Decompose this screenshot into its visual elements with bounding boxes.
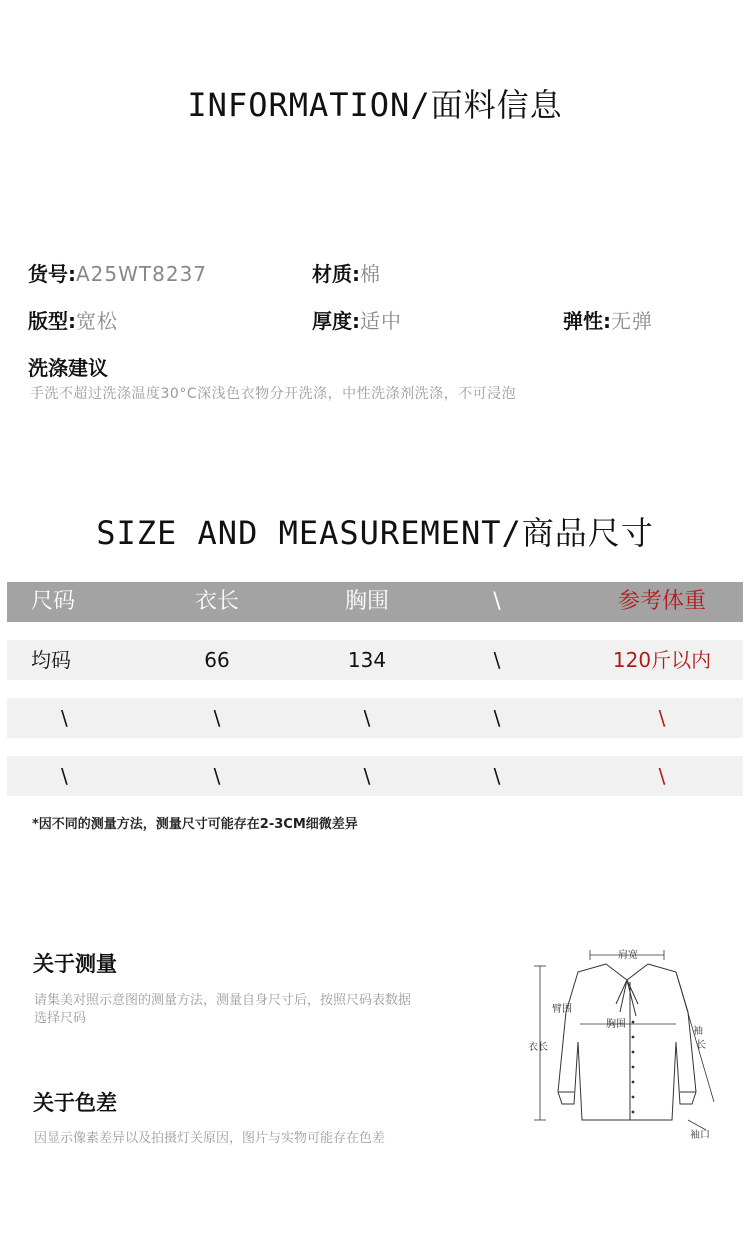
shirt-buttons: [632, 1021, 635, 1114]
header-length: 衣长: [194, 589, 239, 614]
length-label: 衣长: [528, 1042, 548, 1053]
cell-length: \: [213, 706, 221, 730]
cell-weight: \: [658, 706, 666, 730]
thickness-label: 厚度:: [312, 309, 360, 333]
table-row: [7, 756, 743, 796]
measure-title: 关于测量: [33, 952, 117, 976]
fit-value: 宽松: [76, 309, 118, 333]
measure-text-line-2: 选择尺码: [34, 1011, 87, 1026]
size-note: *因不同的测量方法，测量尺寸可能存在2-3CM细微差异: [32, 817, 358, 832]
header-weight: 参考体重: [617, 589, 706, 614]
armpit-label: 臂围: [552, 1004, 572, 1015]
cell-length: \: [213, 764, 221, 788]
cell-size: 均码: [31, 648, 71, 672]
measure-lines: [534, 950, 714, 1130]
thickness-value: 适中: [360, 309, 402, 333]
cell-size: \: [61, 764, 68, 788]
cell-blank: \: [493, 648, 501, 672]
cell-chest: \: [363, 764, 371, 788]
header-blank: \: [493, 589, 501, 614]
shoulder-label: 肩宽: [618, 950, 638, 961]
chest-label: 胸围: [606, 1019, 626, 1030]
cell-weight: 120斤以内: [612, 648, 712, 672]
header-chest: 胸围: [344, 589, 389, 614]
cell-chest: 134: [347, 648, 387, 672]
material-value: 棉: [360, 262, 381, 286]
cell-weight: \: [658, 764, 666, 788]
wash-title: 洗涤建议: [28, 356, 108, 380]
material: [312, 258, 381, 287]
wash-text: 手洗不超过洗涤温度30°C深浅色衣物分开洗涤，中性洗涤剂洗涤，不可浸泡: [30, 386, 517, 402]
fit: [28, 305, 118, 334]
size-table: [7, 582, 743, 802]
item-number: [28, 258, 207, 287]
elasticity-label: 弹性:: [563, 309, 611, 333]
shirt-outline: [558, 964, 696, 1120]
elasticity-value: 无弹: [611, 309, 653, 333]
item-number-label: 货号:: [28, 262, 76, 286]
info-title: INFORMATION/面料信息: [187, 86, 563, 124]
thickness: [312, 305, 402, 334]
size-title: SIZE AND MEASUREMENT/商品尺寸: [96, 514, 654, 552]
measurement-diagram: [518, 942, 738, 1152]
cell-blank: \: [493, 764, 501, 788]
sleeve-label-1: 袖: [693, 1026, 703, 1037]
cell-blank: \: [493, 706, 501, 730]
cell-length: 66: [204, 648, 230, 672]
measure-text: [34, 992, 411, 1028]
cuff-label: 袖口: [690, 1130, 710, 1141]
cell-size: \: [61, 706, 68, 730]
color-text: 因显示像素差异以及拍摄灯关原因，图片与实物可能存在色差: [34, 1131, 386, 1146]
color-title: 关于色差: [33, 1091, 117, 1115]
table-header-row: [7, 582, 743, 622]
cell-chest: \: [363, 706, 371, 730]
material-label: 材质:: [312, 262, 360, 286]
table-row: [7, 698, 743, 738]
measure-text-line-1: 请集美对照示意图的测量方法，测量自身尺寸后，按照尺码表数据: [34, 993, 412, 1008]
item-number-value: A25WT8237: [76, 262, 208, 286]
sleeve-label-2: 长: [696, 1040, 706, 1051]
fit-label: 版型:: [28, 309, 76, 333]
table-row: [7, 640, 743, 680]
elasticity: [563, 305, 653, 334]
header-size: 尺码: [31, 589, 76, 614]
